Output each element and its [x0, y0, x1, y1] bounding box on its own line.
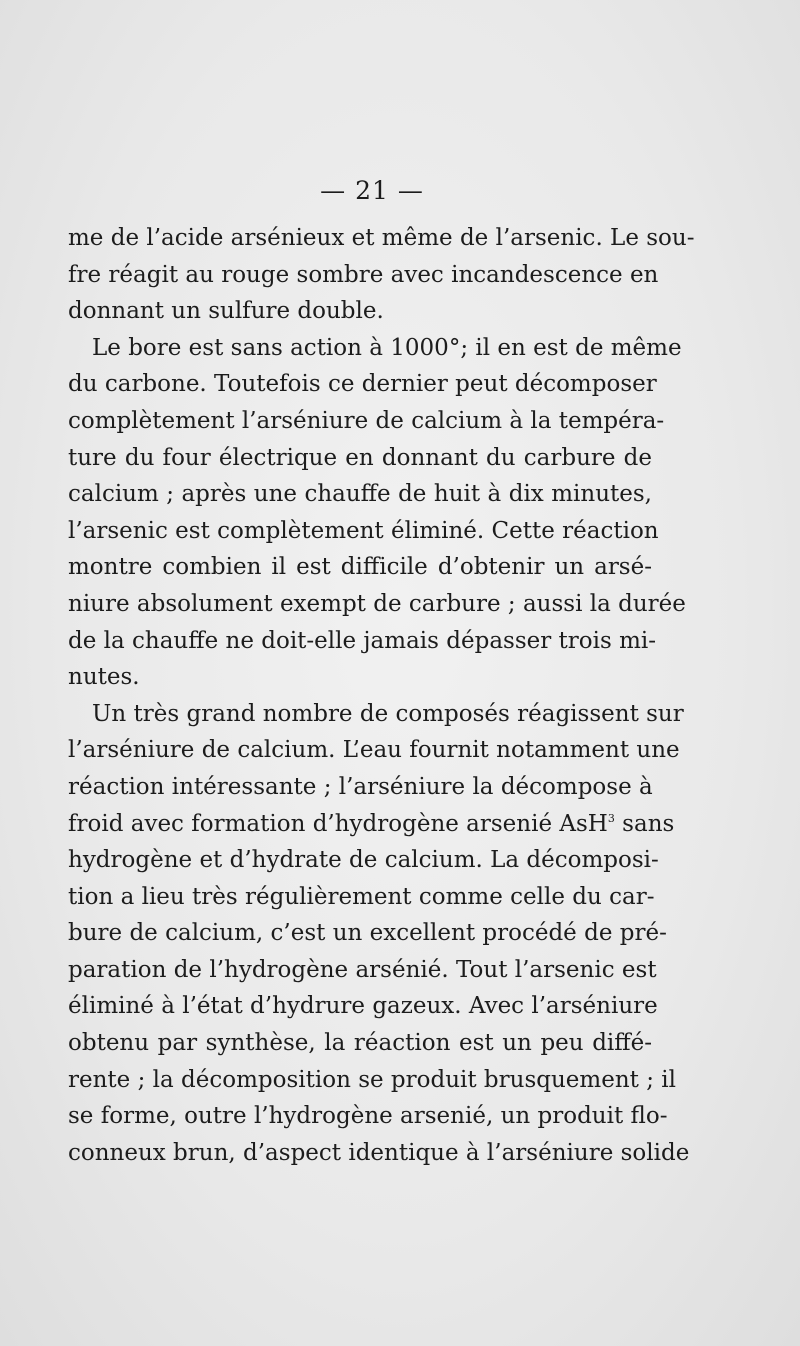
text-line: Le bore est sans action à 1000°; il en est de même — [92, 334, 682, 361]
text-line: paration de l’hydrogène arsénié. Tout l’arsenic est — [68, 956, 657, 983]
text-line: se forme, outre l’hydrogène arsenié, un produit flo- — [68, 1103, 668, 1130]
text-line — [68, 806, 675, 843]
superscript: 3 — [607, 811, 615, 825]
text-fragment: froid avec formation d’hydrogène arsenié AsH — [68, 810, 608, 837]
text-line: calcium ; après une chauffe de huit à dix minutes, — [68, 481, 652, 508]
text-line: de la chauffe ne doit-elle jamais dépasser trois mi- — [68, 627, 657, 654]
text-line: conneux brun, d’aspect identique à l’arséniure solide — [68, 1139, 690, 1166]
text-line: Un très grand nombre de composés réagissent sur — [92, 700, 684, 727]
text-line: réaction intéressante ; l’arséniure la décompose à — [68, 773, 653, 800]
text-line: nutes. — [68, 664, 140, 691]
text-line: donnant un sulfure double. — [68, 298, 384, 325]
text-line: du carbone. Toutefois ce dernier peut décomposer — [68, 371, 657, 398]
text-line: l’arsenic est complètement éliminé. Cette réaction — [68, 517, 659, 544]
text-line: rente ; la décomposition se produit brusquement ; il — [68, 1066, 676, 1093]
text-line: obtenu par synthèse, la réaction est un peu diffé- — [68, 1030, 652, 1057]
text-line: niure absolument exempt de carbure ; aussi la durée — [68, 590, 686, 617]
page-number: — 21 — — [320, 176, 424, 205]
text-line: éliminé à l’état d’hydrure gazeux. Avec l’arséniure — [68, 993, 658, 1020]
text-line: l’arséniure de calcium. L’eau fournit notamment une — [68, 737, 680, 764]
text-line: me de l’acide arsénieux et même de l’arsenic. Le sou- — [68, 225, 695, 251]
text-line: fre réagit au rouge sombre avec incandescence en — [68, 261, 659, 288]
text-line: bure de calcium, c’est un excellent procédé de pré- — [68, 920, 667, 947]
text-line: complètement l’arséniure de calcium à la tempéra- — [68, 407, 665, 434]
text-line: ture du four électrique en donnant du carbure de — [68, 444, 652, 471]
text-line: montre combien il est difficile d’obtenir un arsé- — [68, 554, 652, 581]
text-fragment: sans — [614, 810, 675, 837]
body-text — [68, 220, 695, 1171]
text-line: hydrogène et d’hydrate de calcium. La décomposi- — [68, 847, 659, 874]
text-line: tion a lieu très régulièrement comme celle du car- — [68, 883, 655, 910]
